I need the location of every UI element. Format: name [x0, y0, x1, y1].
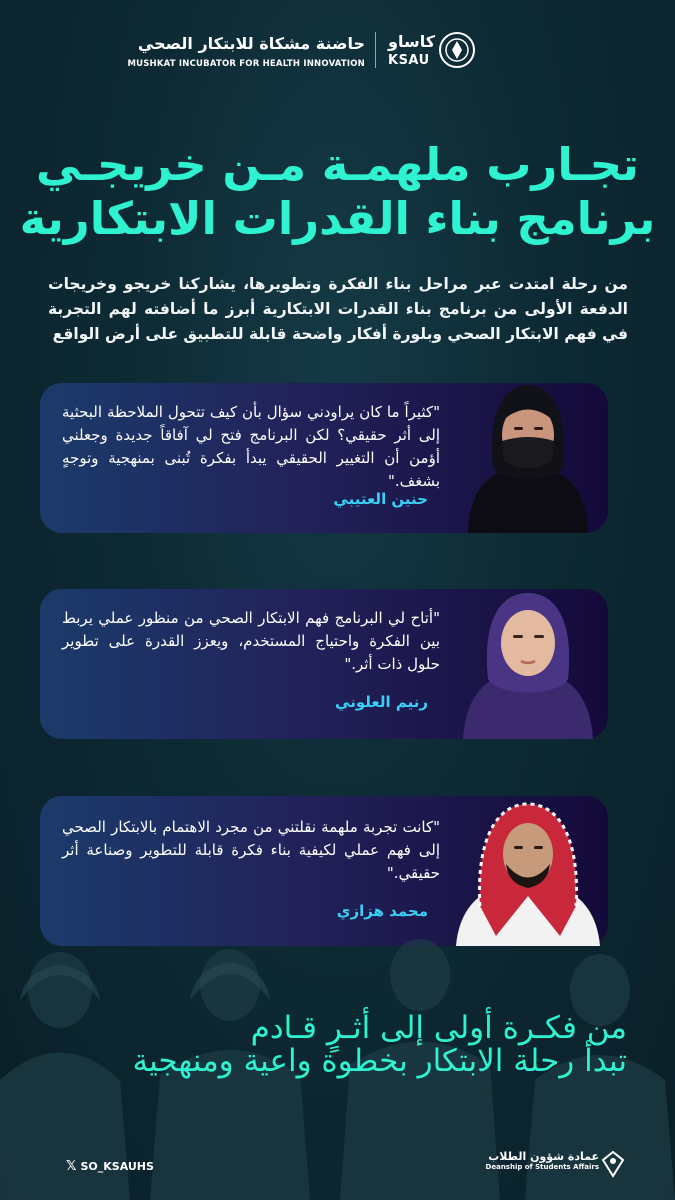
- intro-paragraph: من رحلة امتدت عبر مراحل بناء الفكرة وتطويرها، يشاركنا خريجو وخريجات الدفعة الأولى من برنامج بناء القدرات الابتكارية أبرز ما أضافته لهم التجربة في فهم الابتكار الصحي وبلورة أفكار واضحة قابلة للتطبيق على أرض الواقع: [48, 275, 628, 343]
- woman-hijab-portrait-icon: [448, 579, 608, 739]
- x-logo-icon: 𝕏: [66, 1159, 77, 1174]
- testimonial-quote: "أتاح لي البرنامج فهم الابتكار الصحي من منظور عملي يربط بين الفكرة واحتياج المستخدم، ويعزز القدرة على تطوير حلول ذات أثر.": [62, 609, 440, 673]
- closing-line1: من فكـرة أولى إلى أثـرٍ قـادم: [250, 1010, 627, 1046]
- testimonial-card-3: [40, 796, 608, 946]
- deanship-emblem-icon: [601, 1150, 625, 1178]
- incubator-name-ar: حاضنة مشكاة للابتكار الصحي: [137, 34, 365, 53]
- testimonial-author: رنيم العلوني: [335, 693, 428, 711]
- testimonial-quote: "كانت تجربة ملهمة نقلتني من مجرد الاهتمام بالابتكار الصحي إلى فهم عملي لكيفية بناء فكرة قابلة للتطوير وصناعة أثر حقيقي.": [62, 818, 440, 882]
- testimonial-author: محمد هزازي: [336, 902, 428, 920]
- incubator-name-en: MUSHKAT INCUBATOR FOR HEALTH INNOVATION: [127, 59, 365, 69]
- testimonial-author: حنين العتيبي: [333, 490, 428, 508]
- ksau-seal-icon: [438, 30, 476, 70]
- deanship-name-ar: عمادة شؤون الطلاب: [488, 1150, 599, 1163]
- testimonial-card-2: [40, 589, 608, 739]
- deanship-logo: [445, 1150, 625, 1171]
- man-shemagh-portrait-icon: [448, 786, 608, 946]
- testimonial-quote: "كثيراً ما كان يراودني سؤال بأن كيف تتحول الملاحظة البحثية إلى أثر حقيقي؟ لكن البرنامج فتح لي آفاقاً جديدة وجعلني أؤمن أن التغيير الحقيقي يبدأ بفكرة تُبنى بمنهجية وتوجهٍ بشغف.": [62, 403, 440, 490]
- ksau-name-en: KSAU: [388, 53, 430, 68]
- ksau-name-ar: كاساو: [388, 32, 435, 51]
- page-title-line2: برنامج بناء القدرات الابتكارية: [19, 192, 656, 245]
- deanship-name-en: Deanship of Students Affairs: [485, 1163, 599, 1171]
- woman-masked-portrait-icon: [448, 373, 608, 533]
- header: [0, 26, 675, 76]
- social-handle[interactable]: [66, 1159, 154, 1174]
- page-title-line1: تجـارب ملهمـة مـن خريجـي: [36, 138, 639, 191]
- closing-line2: تبدأ رحلة الابتكار بخطوة واعية ومنهجية: [132, 1043, 627, 1079]
- header-divider: [375, 32, 376, 68]
- social-handle-text: SO_KSAUHS: [80, 1160, 154, 1173]
- testimonial-card-1: [40, 383, 608, 533]
